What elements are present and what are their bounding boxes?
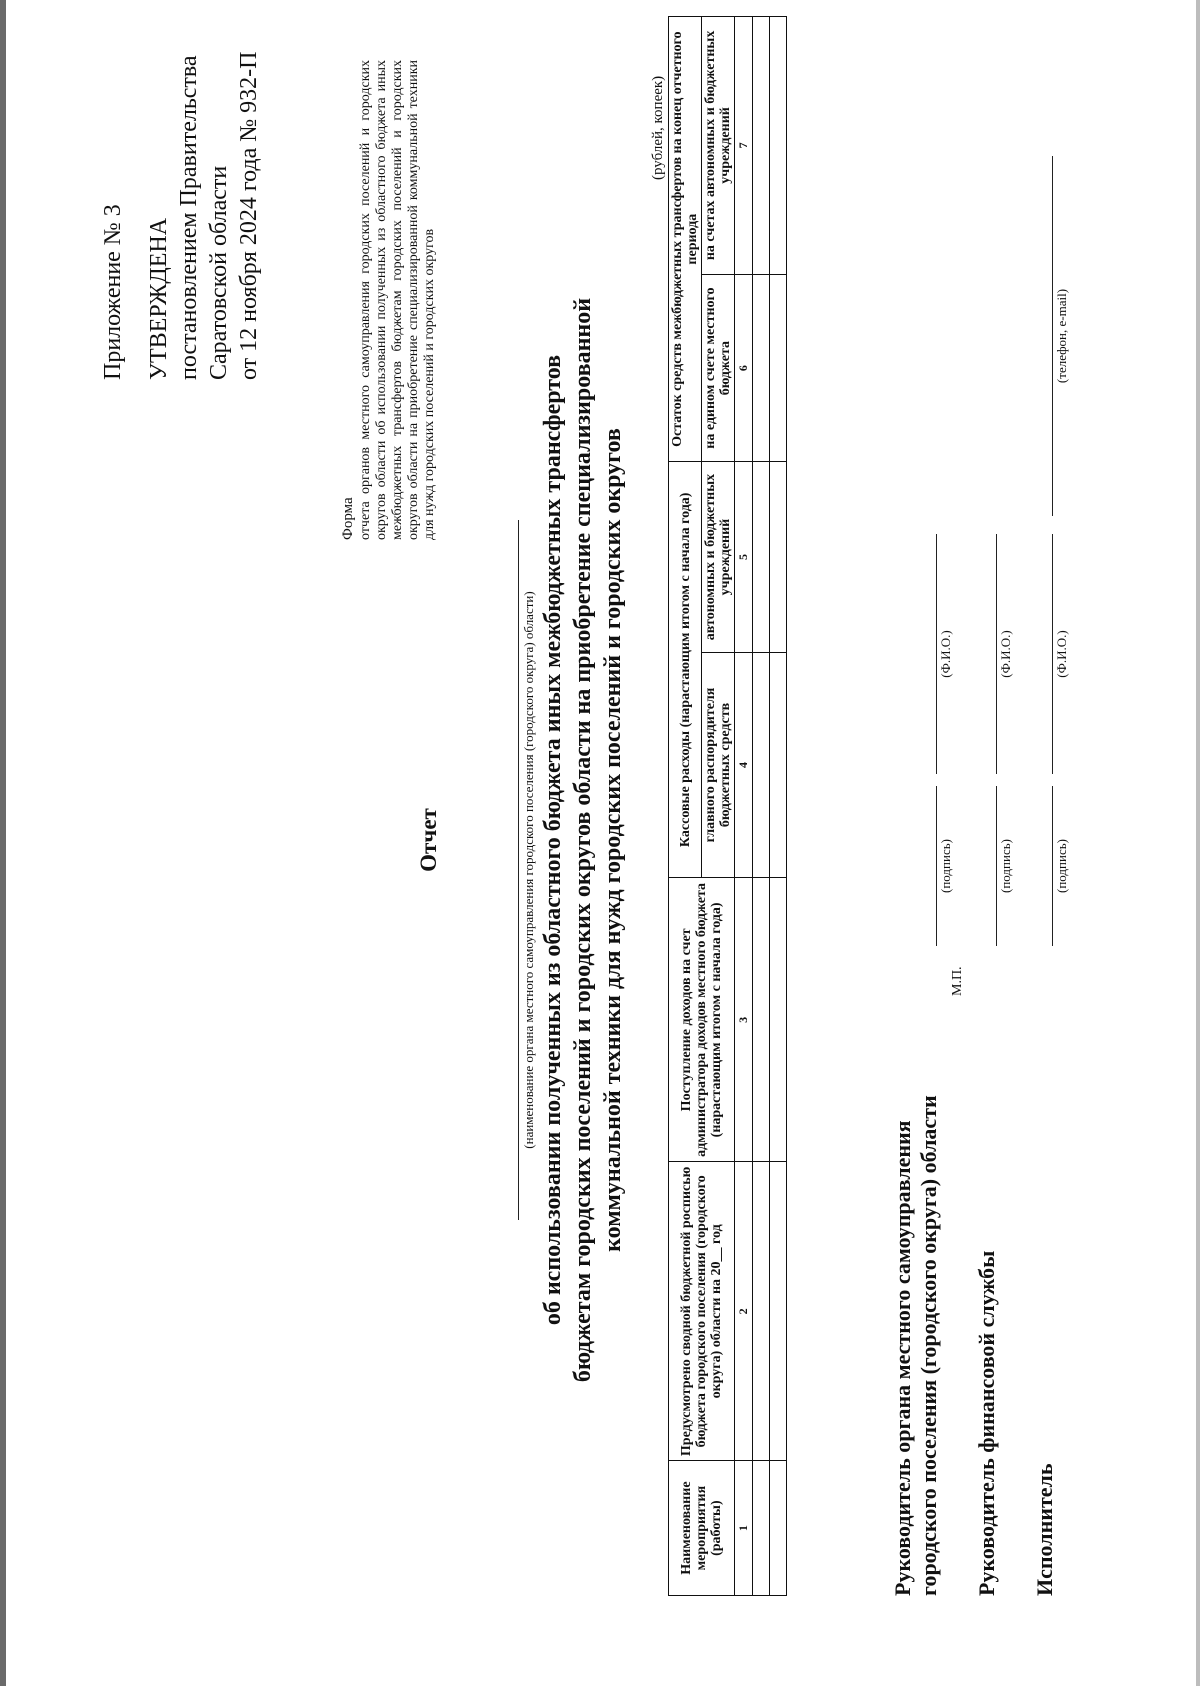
head-signature-caption: (подпись) <box>938 839 953 893</box>
table-row <box>753 17 770 1596</box>
executor-role: Исполнитель <box>1032 1463 1057 1596</box>
signatures-block <box>890 76 1090 1596</box>
col-group-cash-expenses: Кассовые расходы (нарастающим итогом с начала года) <box>669 462 702 878</box>
executor-contact-caption: (телефон, e-mail) <box>1054 288 1069 384</box>
report-title: Отчет <box>416 808 441 872</box>
stamp-place: М.П. <box>950 966 965 996</box>
head-role-line-1: Руководитель органа местного самоуправления <box>890 1120 915 1596</box>
report-subject-line: коммунальной техники для нужд городских поселений и городских округов <box>600 428 626 1252</box>
scan-edge-left <box>0 0 6 1686</box>
head-name-caption: (Ф.И.О.) <box>938 630 953 678</box>
table-cell <box>770 878 787 1162</box>
finance-signature-caption: (подпись) <box>998 839 1013 893</box>
head-signature-line <box>936 786 937 946</box>
finance-head-role: Руководитель финансовой службы <box>974 1250 999 1596</box>
units-note: (рублей, копеек) <box>650 75 666 180</box>
approved-by-line-2: Саратовской области <box>206 165 232 380</box>
form-label: Форма <box>340 497 356 540</box>
col-header-single-account: на едином счете местного бюджета <box>702 274 735 461</box>
col-number: 3 <box>735 878 753 1162</box>
finance-name-line <box>996 534 997 774</box>
col-header-institutions: автономных и бюджетных учреждений <box>702 462 735 652</box>
col-number: 5 <box>735 462 753 652</box>
table-cell <box>753 878 770 1162</box>
head-role-line-2: городского поселения (городского округа) области <box>916 1095 941 1596</box>
head-name-line <box>936 534 937 774</box>
col-group-balance: Остаток средств межбюджетных трансфертов на конец отчетного периода <box>669 17 702 462</box>
table-cell <box>753 462 770 652</box>
scan-edge-right <box>1196 0 1200 1686</box>
table-cell <box>753 1461 770 1596</box>
table-cell <box>770 462 787 652</box>
report-table <box>668 16 787 1596</box>
table-cell <box>770 652 787 878</box>
table-row <box>770 17 787 1596</box>
approved-by-line-1: постановлением Правительства <box>176 55 202 380</box>
finance-signature-line <box>996 786 997 946</box>
executor-signature-line <box>1052 786 1053 946</box>
form-description: отчета органов местного самоуправления городских поселений и городских округов области об использовании полученных из областного бюджета иных межбюджетных трансфертов бюджетам городских поселений и городских округов области на приобретение специализированной коммунальной техники для нужд городских поселений и городских округов <box>358 60 437 540</box>
col-header-revenue: Поступление доходов на счет администратора доходов местного бюджета (нарастающим итогом с начала года) <box>669 878 735 1162</box>
appendix-number: Приложение № 3 <box>100 204 126 380</box>
org-name-caption: (наименование органа местного самоуправления городского поселения (городского округа) области) <box>521 591 536 1149</box>
col-header-planned: Предусмотрено сводной бюджетной росписью бюджета городского поселения (городского округа) области на 20__ год <box>669 1162 735 1461</box>
table-cell <box>770 1162 787 1461</box>
table-cell <box>753 274 770 461</box>
approved-heading: УТВЕРЖДЕНА <box>146 217 172 380</box>
finance-name-caption: (Ф.И.О.) <box>998 630 1013 678</box>
table-cell <box>770 17 787 275</box>
table-cell <box>753 17 770 275</box>
report-subject-line: об использовании полученных из областного бюджета иных межбюджетных трансфертов <box>540 354 566 1326</box>
report-subject <box>538 120 628 1560</box>
col-number: 1 <box>735 1461 753 1596</box>
col-header-institution-accounts: на счетах автономных и бюджетных учреждений <box>702 17 735 275</box>
table-cell <box>770 274 787 461</box>
col-number: 4 <box>735 652 753 878</box>
col-number: 7 <box>735 17 753 275</box>
table-cell <box>770 1461 787 1596</box>
approval-date: от 12 ноября 2024 года № 932-П <box>236 51 262 380</box>
col-header-chief-manager: главного распорядителя бюджетных средств <box>702 652 735 878</box>
executor-name-caption: (Ф.И.О.) <box>1054 630 1069 678</box>
executor-name-line <box>1052 534 1053 774</box>
table-cell <box>753 652 770 878</box>
executor-contact-line <box>1052 156 1053 516</box>
col-number: 6 <box>735 274 753 461</box>
approval-block <box>98 40 264 380</box>
col-number: 2 <box>735 1162 753 1461</box>
executor-signature-caption: (подпись) <box>1054 839 1069 893</box>
rotated-document-page <box>70 30 1100 1640</box>
table-cell <box>753 1162 770 1461</box>
org-name-blank-line <box>518 520 519 1220</box>
col-header-activity: Наименование мероприятия (работы) <box>669 1461 735 1596</box>
report-subject-line: бюджетам городских поселений и городских округов области на приобретение специализированной <box>570 297 596 1383</box>
